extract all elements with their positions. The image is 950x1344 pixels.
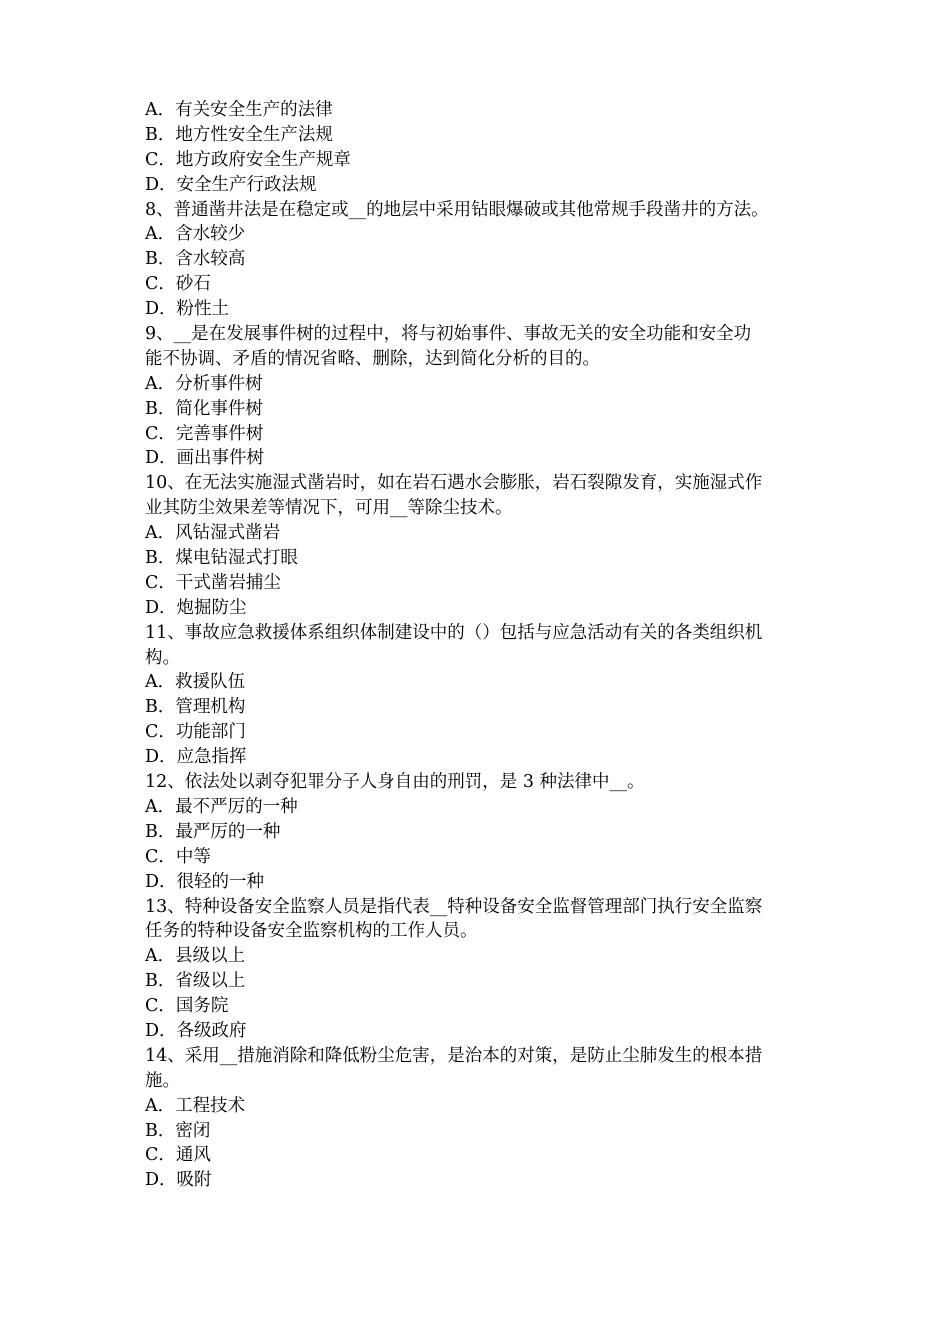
option-line: A．最不严厉的一种 [145,796,298,817]
option-line: D．应急指挥 [145,747,247,768]
option-line: C．完善事件树 [145,423,264,444]
option-line: A．工程技术 [145,1095,246,1116]
option-line: D．吸附 [145,1170,212,1191]
option-line: D．炮掘防尘 [145,597,247,618]
option-line: C．砂石 [145,274,211,295]
option-line: C．国务院 [145,996,229,1017]
option-line: A．含水较少 [145,224,246,245]
option-line: C．通风 [145,1145,211,1166]
question-line: 任务的特种设备安全监察机构的工作人员。 [145,921,478,942]
question-line: 8、普通凿井法是在稳定或__的地层中采用钻眼爆破或其他常规手段凿井的方法。 [145,199,769,220]
option-line: C．地方政府安全生产规章 [145,149,351,170]
question-line: 12、依法处以剥夺犯罪分子人身自由的刑罚，是 3 种法律中__。 [145,772,645,793]
document-page [145,98,825,1193]
question-line: 施。 [145,1070,180,1091]
option-line: C．中等 [145,846,211,867]
option-line: A．有关安全生产的法律 [145,100,333,120]
option-line: B．管理机构 [145,697,246,718]
question-line: 能不协调、矛盾的情况省略、删除，达到简化分析的目的。 [145,348,600,369]
option-line: B．省级以上 [145,971,246,992]
option-line: D．安全生产行政法规 [145,174,317,195]
option-line: D．各级政府 [145,1020,247,1041]
question-line: 业其防尘效果差等情况下，可用__等除尘技术。 [145,498,513,519]
option-line: A．救援队伍 [145,672,246,693]
option-line: B．最严厉的一种 [145,821,281,842]
option-line: B．煤电钻湿式打眼 [145,548,298,569]
option-line: C．功能部门 [145,722,246,743]
option-line: B．密闭 [145,1120,211,1141]
option-line: C．干式凿岩捕尘 [145,572,281,593]
question-line: 构。 [145,647,180,668]
option-line: B．含水较高 [145,249,246,270]
option-line: B．简化事件树 [145,398,263,419]
question-line: 14、采用__措施消除和降低粉尘危害，是治本的对策，是防止尘肺发生的根本措 [145,1045,763,1066]
question-line: 11、事故应急救援体系组织体制建设中的（）包括与应急活动有关的各类组织机 [145,622,763,643]
option-line: A．县级以上 [145,946,246,967]
option-line: B．地方性安全生产法规 [145,124,333,145]
question-line: 13、特种设备安全监察人员是指代表__特种设备安全监督管理部门执行安全监察 [145,896,763,917]
option-line: D．画出事件树 [145,448,265,469]
option-line: A．风钻湿式凿岩 [145,523,281,544]
option-line: D．很轻的一种 [145,871,265,892]
option-line: D．粉性土 [145,299,230,320]
option-line: A．分析事件树 [145,373,263,394]
question-line: 9、__是在发展事件树的过程中，将与初始事件、事故无关的安全功能和安全功 [145,324,752,345]
question-line: 10、在无法实施湿式凿岩时，如在岩石遇水会膨胀，岩石裂隙发育，实施湿式作 [145,473,763,494]
